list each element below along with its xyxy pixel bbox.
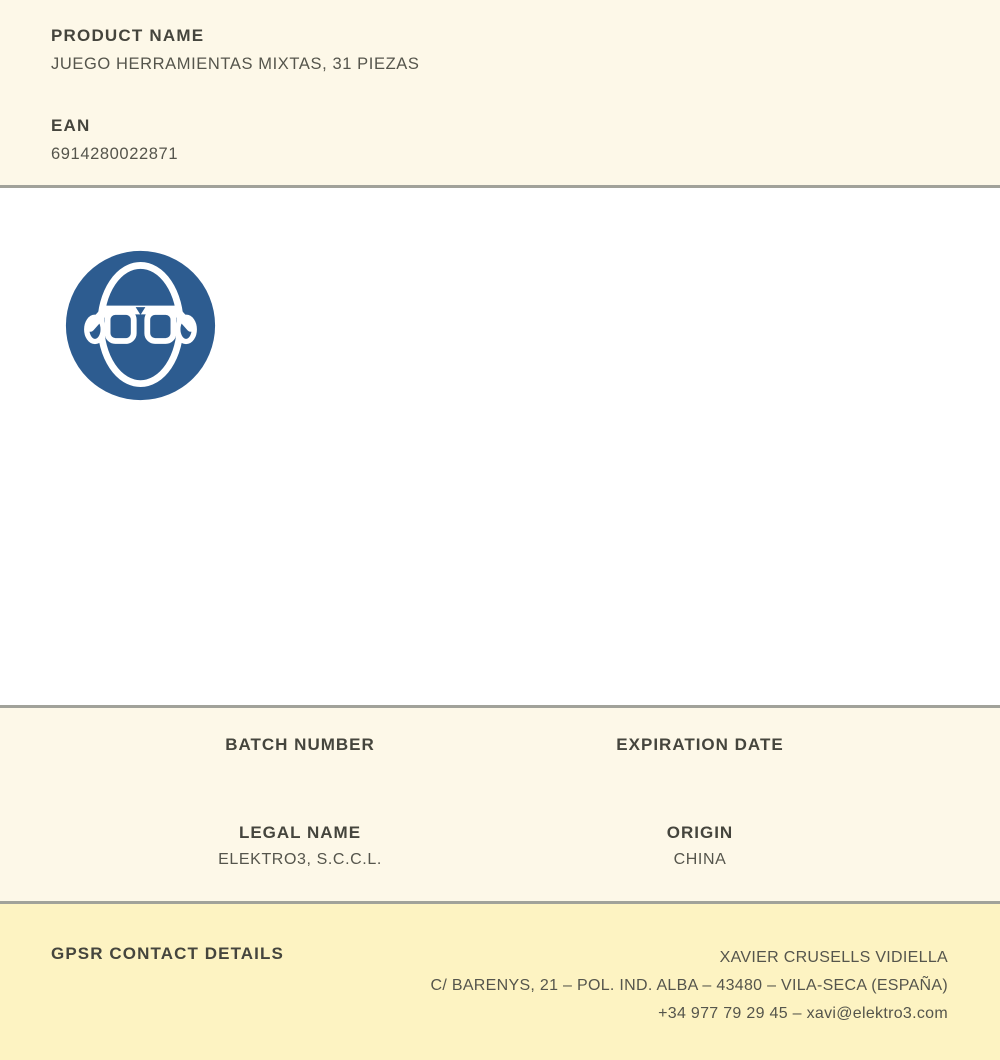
origin-field xyxy=(500,823,900,873)
gpsr-contact-label: GPSR CONTACT DETAILS xyxy=(51,944,284,963)
product-header-section xyxy=(0,0,1000,185)
details-row-legal-origin xyxy=(100,823,900,873)
legal-name-label: LEGAL NAME xyxy=(238,823,362,842)
contact-phone-email: +34 977 79 29 45 – xavi@elektro3.com xyxy=(658,1005,948,1022)
ean-label: EAN xyxy=(51,116,91,135)
legal-name-value: ELEKTRO3, S.C.C.L. xyxy=(218,851,382,868)
origin-value: CHINA xyxy=(673,851,727,868)
wear-eye-protection-icon xyxy=(63,248,218,403)
batch-number-label: BATCH NUMBER xyxy=(225,735,375,754)
batch-number-value xyxy=(100,761,500,785)
product-name-label: PRODUCT NAME xyxy=(51,26,205,45)
contact-address: C/ BARENYS, 21 – POL. IND. ALBA – 43480 – VILA-SECA (ESPAÑA) xyxy=(430,977,948,994)
media-section xyxy=(0,248,1000,705)
product-name-value: JUEGO HERRAMIENTAS MIXTAS, 31 PIEZAS xyxy=(51,55,420,73)
contact-name: XAVIER CRUSELLS VIDIELLA xyxy=(719,949,948,966)
legal-name-field xyxy=(100,823,500,873)
expiration-date-label: EXPIRATION DATE xyxy=(616,735,784,754)
details-row-batch-expiration xyxy=(100,735,900,785)
gpsr-contact-section xyxy=(0,904,1000,1060)
origin-label: ORIGIN xyxy=(666,823,734,842)
batch-number-field xyxy=(100,735,500,785)
expiration-date-field xyxy=(500,735,900,785)
divider xyxy=(0,185,1000,188)
details-section xyxy=(0,708,1000,901)
ean-value: 6914280022871 xyxy=(51,145,179,163)
product-name-field xyxy=(51,26,949,75)
gpsr-contact-block xyxy=(431,944,949,1028)
expiration-date-value xyxy=(500,761,900,785)
ean-field xyxy=(51,116,949,165)
